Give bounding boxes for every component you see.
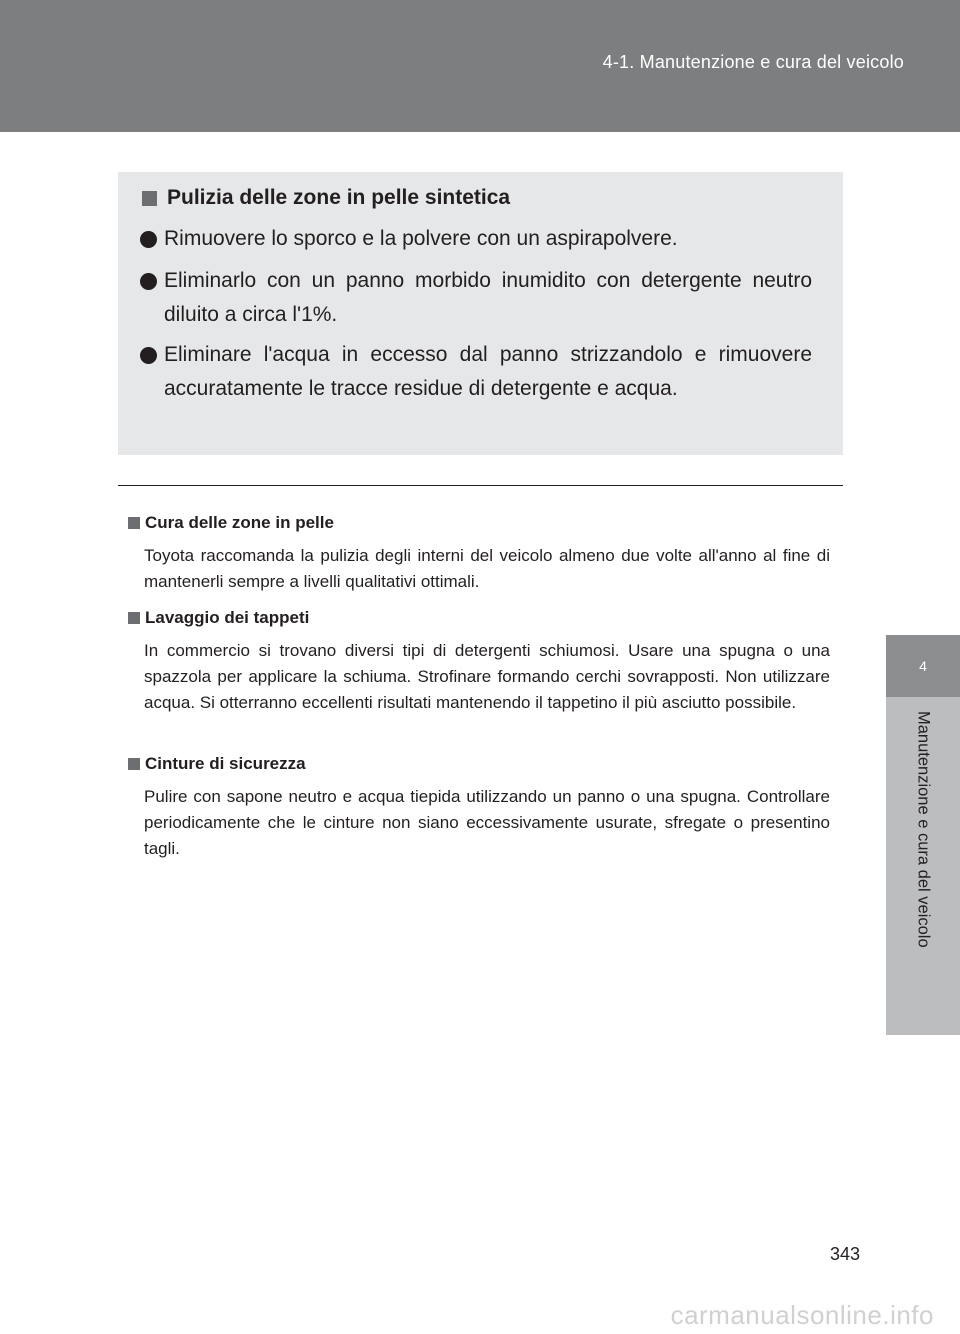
section-body: Pulire con sapone neutro e acqua tiepida utilizzando un panno o una spugna. Controllare periodicamente che le cinture non siano eccessivamente usurate, sfregate o presentino tagli. [144, 787, 830, 858]
tip-heading-text: Pulizia delle zone in pelle sintetica [167, 186, 511, 209]
chapter-number: 4 [886, 635, 960, 697]
chapter-section-title: 4-1. Manutenzione e cura del veicolo [602, 52, 904, 72]
chapter-header-band [0, 0, 960, 132]
section-heading [128, 511, 830, 535]
site-watermark: carmanualsonline.info [670, 1300, 934, 1330]
section-heading-text: Cinture di sicurezza [145, 754, 306, 773]
tip-item [164, 338, 812, 406]
tip-heading [142, 186, 510, 210]
section-heading-text: Cura delle zone in pelle [145, 513, 334, 532]
section-body: Toyota raccomanda la pulizia degli interni del veicolo almeno due volte all'anno al fine di mantenerli sempre a livelli qualitativi ottimali. [144, 546, 830, 591]
square-bullet-icon [128, 758, 140, 770]
section-heading [128, 752, 830, 776]
section-body: In commercio si trovano diversi tipi di detergenti schiumosi. Usare una spugna o una spazzola per applicare la schiuma. Strofinare formando cerchi sovrapposti. Non utilizzare acqua. Si otterranno eccellenti risultati mantenendo il tappetino il più asciutto possibile. [144, 641, 830, 712]
tip-item-text: Eliminare l'acqua in eccesso dal panno strizzandolo e rimuovere accuratamente le tracce residue di detergente e acqua. [164, 343, 812, 400]
tip-item-text: Rimuovere lo sporco e la polvere con un aspirapolvere. [164, 227, 678, 250]
square-bullet-icon [128, 612, 140, 624]
section-leather-care [128, 511, 830, 595]
tip-box [118, 172, 843, 455]
chapter-side-tab [886, 635, 960, 1035]
page-number: 343 [829, 1244, 860, 1264]
chapter-label: Manutenzione e cura del veicolo [914, 711, 933, 948]
section-carpet-washing [128, 606, 830, 716]
tip-item [164, 264, 812, 332]
section-seat-belts [128, 752, 830, 862]
section-heading [128, 606, 830, 630]
square-bullet-icon [142, 191, 157, 206]
tip-item [164, 222, 812, 256]
round-bullet-icon [140, 231, 157, 248]
chapter-label-box [886, 697, 960, 1035]
tip-item-text: Eliminarlo con un panno morbido inumidito con detergente neutro diluito a circa l'1%. [164, 269, 812, 326]
section-divider [118, 485, 843, 486]
square-bullet-icon [128, 517, 140, 529]
section-heading-text: Lavaggio dei tappeti [145, 608, 310, 627]
round-bullet-icon [140, 273, 157, 290]
round-bullet-icon [140, 347, 157, 364]
